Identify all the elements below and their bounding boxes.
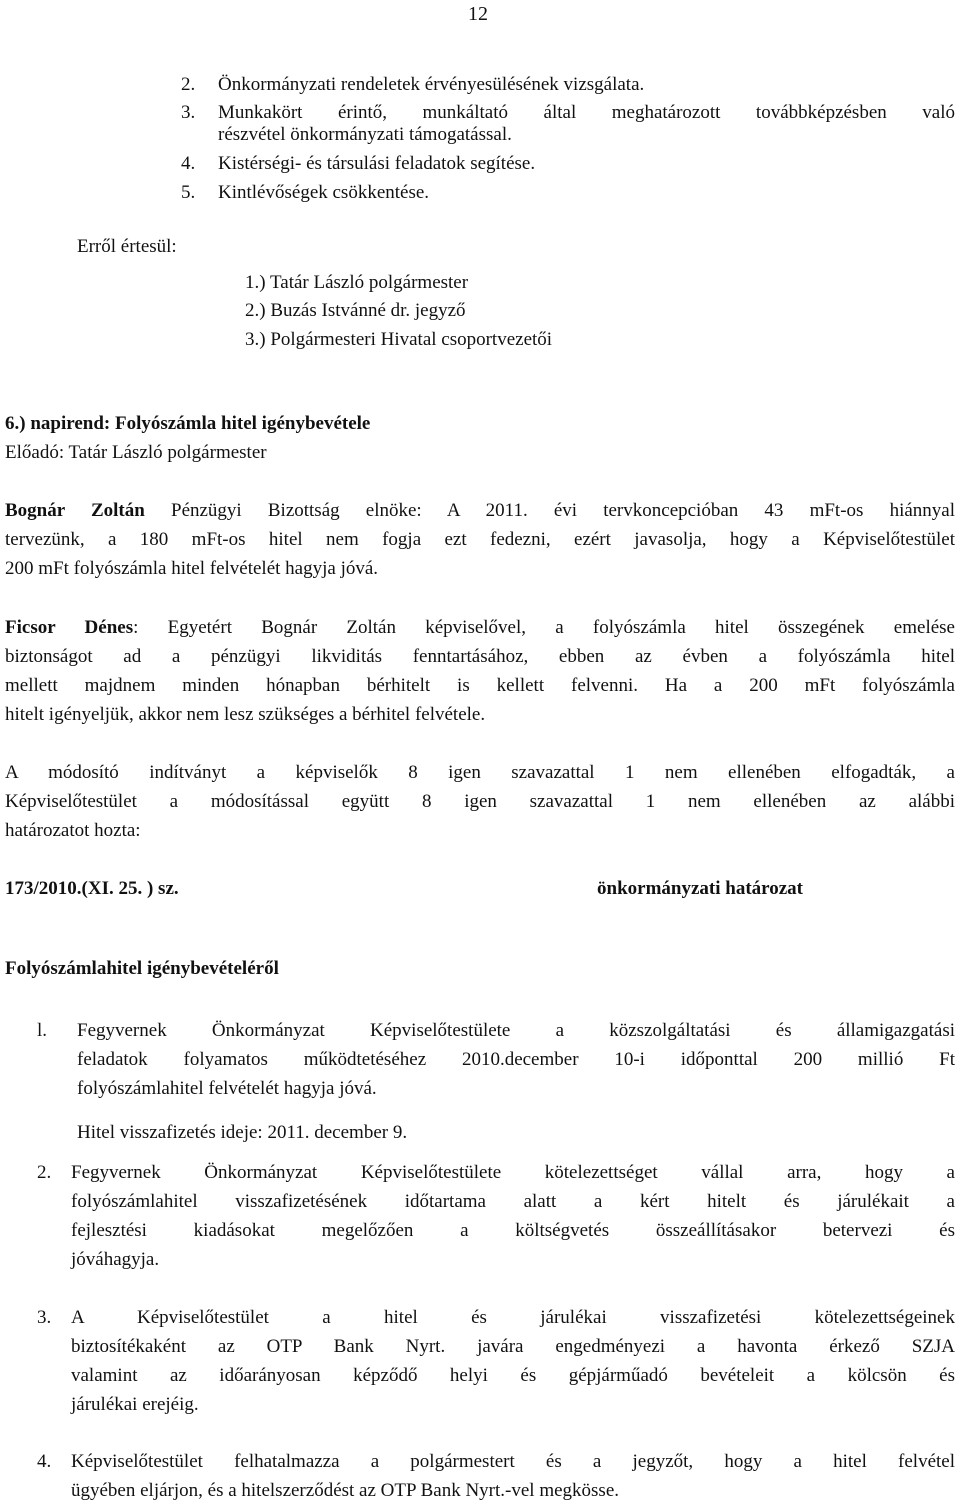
paragraph-line: tervezünk, a 180 mFt-os hitel nem fogja ezt fedezni, ezért javasolja, hogy a Képviselőtestület [5, 529, 955, 550]
page-number: 12 [468, 3, 488, 25]
item-line: Képviselőtestület felhatalmazza a polgármestert és a jegyzőt, hogy a hitel felvétel [71, 1451, 955, 1472]
paragraph-line: biztonságot ad a pénzügyi likviditás fenntartásához, ebben az évben a folyószámla hitel [5, 646, 955, 667]
paragraph-text: : Egyetért Bognár Zoltán képviselővel, a folyószámla hitel összegének emelése [133, 617, 955, 638]
item-line: jóváhagyja. [71, 1249, 160, 1270]
topic-num: 3. [181, 102, 196, 123]
item-line: Hitel visszafizetés ideje: 2011. december 9. [77, 1122, 408, 1143]
agenda-title: 6.) napirend: Folyószámla hitel igénybevétele [5, 413, 371, 434]
item-line: ügyében eljárjon, és a hitelszerződést az OTP Bank Nyrt.-vel megkösse. [71, 1480, 620, 1501]
item-number: l. [37, 1020, 48, 1041]
speaker-name: Ficsor Dénes [5, 617, 134, 638]
notify-item: 3.) Polgármesteri Hivatal csoportvezetői [245, 329, 553, 350]
paragraph-line: mellett majdnem minden hónapban bérhitelt is kellett felvenni. Ha a 200 mFt folyószámla [5, 675, 955, 696]
item-line: folyószámlahitel visszafizetésének időtartama alatt a kért hitelt és járulékait a [71, 1191, 955, 1212]
notify-item: 2.) Buzás Istvánné dr. jegyző [245, 300, 466, 321]
paragraph-line: 200 mFt folyószámla hitel felvételét hagyja jóvá. [5, 558, 379, 579]
resolution-type: önkormányzati határozat [597, 878, 803, 899]
speaker-name: Bognár Zoltán [5, 500, 145, 521]
topic-num: 2. [181, 74, 196, 95]
notify-label: Erről értesül: [77, 236, 177, 257]
resolution-number: 173/2010.(XI. 25. ) sz. [5, 878, 179, 899]
paragraph-line: hitelt igényeljük, akkor nem lesz szükséges a bérhitel felvétele. [5, 704, 486, 725]
item-number: 4. [37, 1451, 52, 1472]
item-line: feladatok folyamatos működtetéséhez 2010.december 10-i időponttal 200 millió Ft [77, 1049, 955, 1070]
paragraph-line: Képviselőtestület a módosítással együtt 8 igen szavazattal 1 nem ellenében az alábbi [5, 791, 955, 812]
topic-text: részvétel önkormányzati támogatással. [218, 124, 512, 145]
item-number: 2. [37, 1162, 52, 1183]
topic-text: Önkormányzati rendeletek érvényesülésének vizsgálata. [218, 74, 645, 95]
resolution-subject: Folyószámlahitel igénybevételéről [5, 958, 279, 979]
topic-text: Kistérségi- és társulási feladatok segítése. [218, 153, 536, 174]
agenda-presenter: Előadó: Tatár László polgármester [5, 442, 267, 463]
item-line: Fegyvernek Önkormányzat Képviselőtestülete a közszolgáltatási és államigazgatási [77, 1020, 955, 1041]
item-line: biztosítékaként az OTP Bank Nyrt. javára engedményezi a havonta érkező SZJA [71, 1336, 955, 1357]
topic-text: Munkakört érintő, munkáltató által meghatározott továbbképzésben való [218, 102, 955, 123]
item-line: folyószámlahitel felvételét hagyja jóvá. [77, 1078, 377, 1099]
paragraph-line [5, 496, 955, 525]
item-line: fejlesztési kiadásokat megelőzően a költségvetés összeállításakor betervezi és [71, 1220, 955, 1241]
item-line: valamint az időarányosan képződő helyi és gépjárműadó bevételeit a kölcsön és [71, 1365, 955, 1386]
item-line: Fegyvernek Önkormányzat Képviselőtestülete kötelezettséget vállal arra, hogy a [71, 1162, 955, 1183]
item-line: A Képviselőtestület a hitel és járulékai visszafizetési kötelezettségeinek [71, 1307, 955, 1328]
item-number: 3. [37, 1307, 52, 1328]
paragraph-line: A módosító indítványt a képviselők 8 igen szavazattal 1 nem ellenében elfogadták, a [5, 762, 955, 783]
topic-num: 5. [181, 182, 196, 203]
paragraph-line [5, 613, 955, 642]
topic-num: 4. [181, 153, 196, 174]
paragraph-text: Pénzügyi Bizottság elnöke: A 2011. évi tervkoncepcióban 43 mFt-os hiánnyal [171, 500, 955, 521]
topic-text: Kintlévőségek csökkentése. [218, 182, 430, 203]
paragraph-line: határozatot hozta: [5, 820, 141, 841]
notify-item: 1.) Tatár László polgármester [245, 272, 469, 293]
item-line: járulékai erejéig. [71, 1394, 199, 1415]
